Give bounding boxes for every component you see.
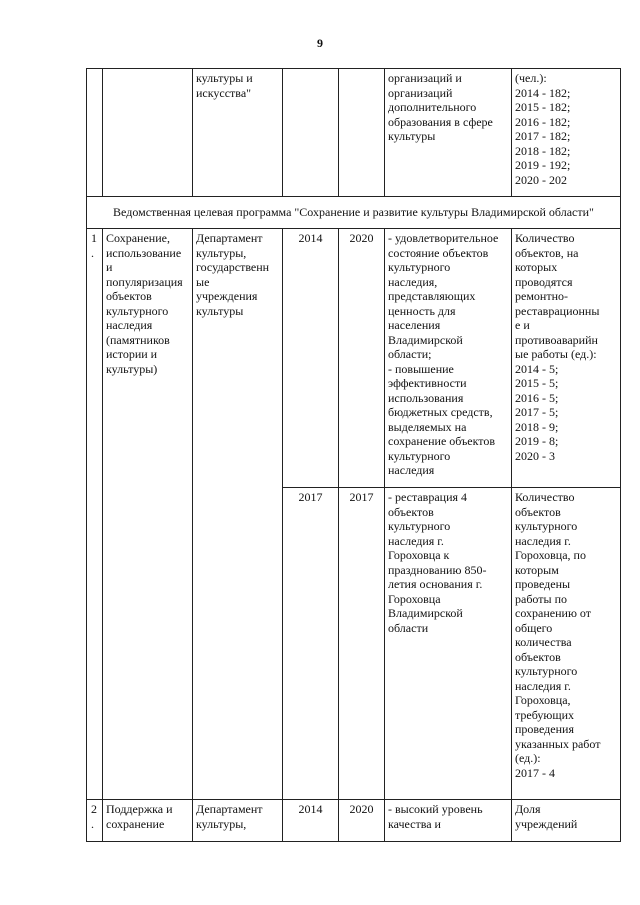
section-header: Ведомственная целевая программа "Сохранение и развитие культуры Владимирской области" bbox=[87, 197, 621, 229]
start-year: 2014 bbox=[283, 800, 339, 842]
page-number: 9 bbox=[317, 36, 323, 50]
cell-name-tail: культуры и искусства" bbox=[193, 69, 283, 197]
expected-outcome: - высокий уровень качества и bbox=[385, 800, 512, 842]
end-year: 2020 bbox=[339, 800, 385, 842]
table-row bbox=[87, 800, 621, 842]
program-name: Поддержка и сохранение bbox=[103, 800, 193, 842]
row-number: 2. bbox=[87, 800, 103, 842]
target-indicator: Количество объектов культурного наследия г. Гороховца, по которым проведены работы по сохранению от общего количества объектов культурного наследия г. Гороховца, требующих проведения указанных работ (ед.): 2017 - 4 bbox=[512, 488, 621, 800]
end-year: 2020 bbox=[339, 229, 385, 488]
table-row bbox=[87, 69, 621, 197]
expected-outcome: - удовлетворительное состояние объектов культурного наследия, представляющих ценность для населения Владимирской области; - повышение эффективности использования бюджетных средств, выделяемых на сохранение объектов культурного наследия bbox=[385, 229, 512, 488]
cell-end bbox=[339, 69, 385, 197]
start-year: 2014 bbox=[283, 229, 339, 488]
cell-start bbox=[283, 69, 339, 197]
target-indicator: Доля учреждений bbox=[512, 800, 621, 842]
row-number: 1. bbox=[87, 229, 103, 800]
program-name: Сохранение, использование и популяризация объектов культурного наследия (памятников истории и культуры) bbox=[103, 229, 193, 800]
cell-outcome-tail: организаций и организаций дополнительного образования в сфере культуры bbox=[385, 69, 512, 197]
executor: Департамент культуры, государственн ые учреждения культуры bbox=[193, 229, 283, 800]
end-year: 2017 bbox=[339, 488, 385, 800]
cell-num bbox=[87, 69, 103, 197]
cell-name bbox=[103, 69, 193, 197]
table-row bbox=[87, 229, 621, 488]
target-indicator: Количество объектов, на которых проводятся ремонтно- реставрационны е и противоаварийн ые работы (ед.): 2014 - 5; 2015 - 5; 2016 - 5; 2017 - 5; 2018 - 9; 2019 - 8; 2020 - 3 bbox=[512, 229, 621, 488]
expected-outcome: - реставрация 4 объектов культурного наследия г. Гороховца к празднованию 850- летия основания г. Гороховца Владимирской области bbox=[385, 488, 512, 800]
cell-indicator-tail: (чел.): 2014 - 182; 2015 - 182; 2016 - 182; 2017 - 182; 2018 - 182; 2019 - 192; 2020 - 202 bbox=[512, 69, 621, 197]
program-table bbox=[86, 68, 621, 842]
executor: Департамент культуры, bbox=[193, 800, 283, 842]
start-year: 2017 bbox=[283, 488, 339, 800]
section-header-row bbox=[87, 197, 621, 229]
